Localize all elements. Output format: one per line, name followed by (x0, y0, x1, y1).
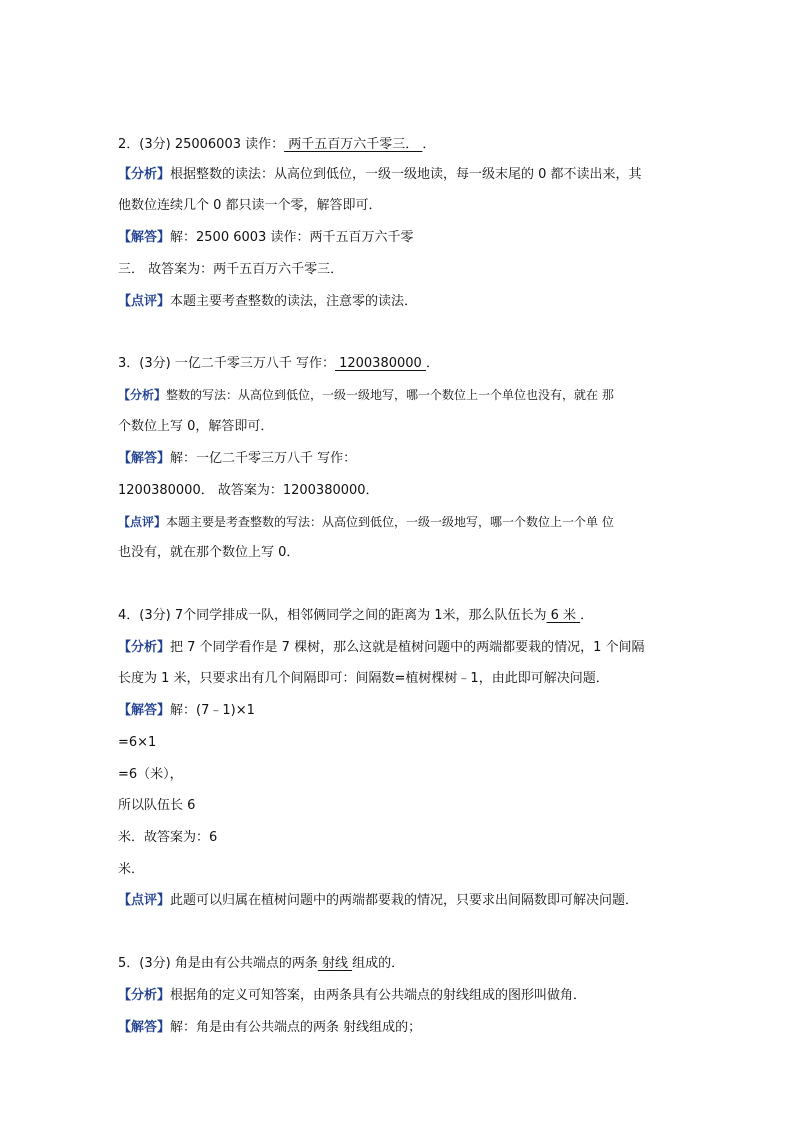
q5-solution-tag: 【解答】 (118, 1020, 171, 1035)
q4-solution-text-4: 所以队伍长 6 (118, 798, 196, 813)
q4-solution-text-2: =6×1 (118, 735, 157, 750)
q3-solution-tag: 【解答】 (118, 451, 171, 466)
q4-analysis-text-2: 长度为 1 米，只要求出有几个间隔即可：间隔数=植树棵树﹣1，由此即可解决问题． (118, 671, 609, 686)
q2-analysis-text-1: 根据整数的读法：从高位到低位，一级一级地读，每一级末尾的 0 都不读出来，其 (170, 167, 642, 182)
q2-comment-text: 本题主要考查整数的读法，注意零的读法． (170, 294, 418, 309)
q4-analysis-text-1: 把 7 个同学看作是 7 棵树，那么这就是植树问题中的两端都要栽的情况，1 个间隔 (170, 640, 645, 655)
q2-solution-text-2: 三． 故答案为：两千五百万六千零三． (118, 262, 344, 277)
q5-analysis-tag: 【分析】 (118, 988, 171, 1003)
q5-solution-text: 解：角是由有公共端点的两条 射线组成的； (170, 1020, 422, 1035)
q4-analysis (118, 639, 645, 657)
q3-heading-prefix: 3．(3分) 一亿二千零三万八千 写作： (118, 356, 335, 371)
q3-analysis-text-1: 整数的写法：从高位到低位，一级一级地写，哪一个数位上一个单位也没有，就在 那 (166, 388, 614, 402)
q5-heading-prefix: 5．(3分) 角是由有公共端点的两条 (118, 956, 318, 971)
q3-comment-tag: 【点评】 (118, 515, 167, 529)
q2-heading-prefix: 2．(3分) 25006003 读作： (118, 137, 285, 152)
q4-comment-text: 此题可以归属在植树问题中的两端都要栽的情况，只要求出间隔数即可解决问题． (170, 893, 639, 908)
q2-heading (118, 136, 435, 154)
q3-analysis-tag: 【分析】 (118, 388, 167, 402)
q3-solution (118, 450, 356, 468)
q4-solution (118, 702, 255, 720)
q4-heading-suffix: ． (580, 608, 594, 623)
q2-comment (118, 293, 417, 311)
q4-comment-tag: 【点评】 (118, 893, 171, 908)
q2-solution-tag: 【解答】 (118, 230, 171, 245)
q5-analysis-text: 根据角的定义可知答案，由两条具有公共端点的射线组成的图形叫做角． (170, 988, 587, 1003)
q3-solution-text-1: 解：一亿二千零三万八千 写作： (170, 451, 357, 466)
q3-heading-suffix: ． (425, 356, 439, 371)
q4-solution-text-5: 米．故答案为：6 (118, 830, 218, 845)
q4-answer: 6 米 (546, 608, 581, 623)
q4-solution-text-3: =6（米）， (118, 767, 183, 782)
q4-solution-text-1: 解：(7﹣1)×1 (170, 703, 255, 718)
q2-analysis (118, 166, 642, 184)
q3-comment-text-1: 本题主要是考查整数的写法：从高位到低位，一级一级地写，哪一个数位上一个单 位 (166, 515, 614, 529)
q4-solution-text-6: 米． (118, 862, 145, 877)
q5-answer: 射线 (317, 956, 353, 971)
q2-comment-tag: 【点评】 (118, 294, 171, 309)
q4-solution-tag: 【解答】 (118, 703, 171, 718)
q2-answer: 两千五百万六千零三． (284, 137, 423, 152)
q3-comment (118, 513, 614, 531)
q4-heading-prefix: 4．(3分) 7个同学排成一队，相邻俩同学之间的距离为 1米，那么队伍长为 (118, 608, 547, 623)
q4-heading (118, 607, 593, 625)
q3-analysis (118, 386, 614, 404)
q3-heading (118, 355, 439, 373)
q2-solution-text-1: 解：2500 6003 读作：两千五百万六千零 (170, 230, 414, 245)
q4-analysis-tag: 【分析】 (118, 640, 171, 655)
q3-answer: 1200380000 (334, 356, 426, 371)
q4-comment (118, 892, 638, 910)
q2-solution (118, 229, 413, 247)
q2-analysis-text-2: 他数位连续几个 0 都只读一个零，解答即可． (118, 198, 382, 213)
q3-comment-text-2: 也没有，就在那个数位上写 0． (118, 545, 300, 560)
q5-heading-suffix: 组成的． (352, 956, 405, 971)
q2-analysis-tag: 【分析】 (118, 167, 171, 182)
q3-solution-text-2: 1200380000． 故答案为：1200380000． (118, 483, 379, 498)
q2-heading-suffix: ． (422, 137, 436, 152)
q3-analysis-text-2: 个数位上写 0，解答即可． (118, 419, 274, 434)
q5-solution (118, 1019, 421, 1037)
q5-analysis (118, 987, 586, 1005)
q5-heading (118, 955, 404, 973)
